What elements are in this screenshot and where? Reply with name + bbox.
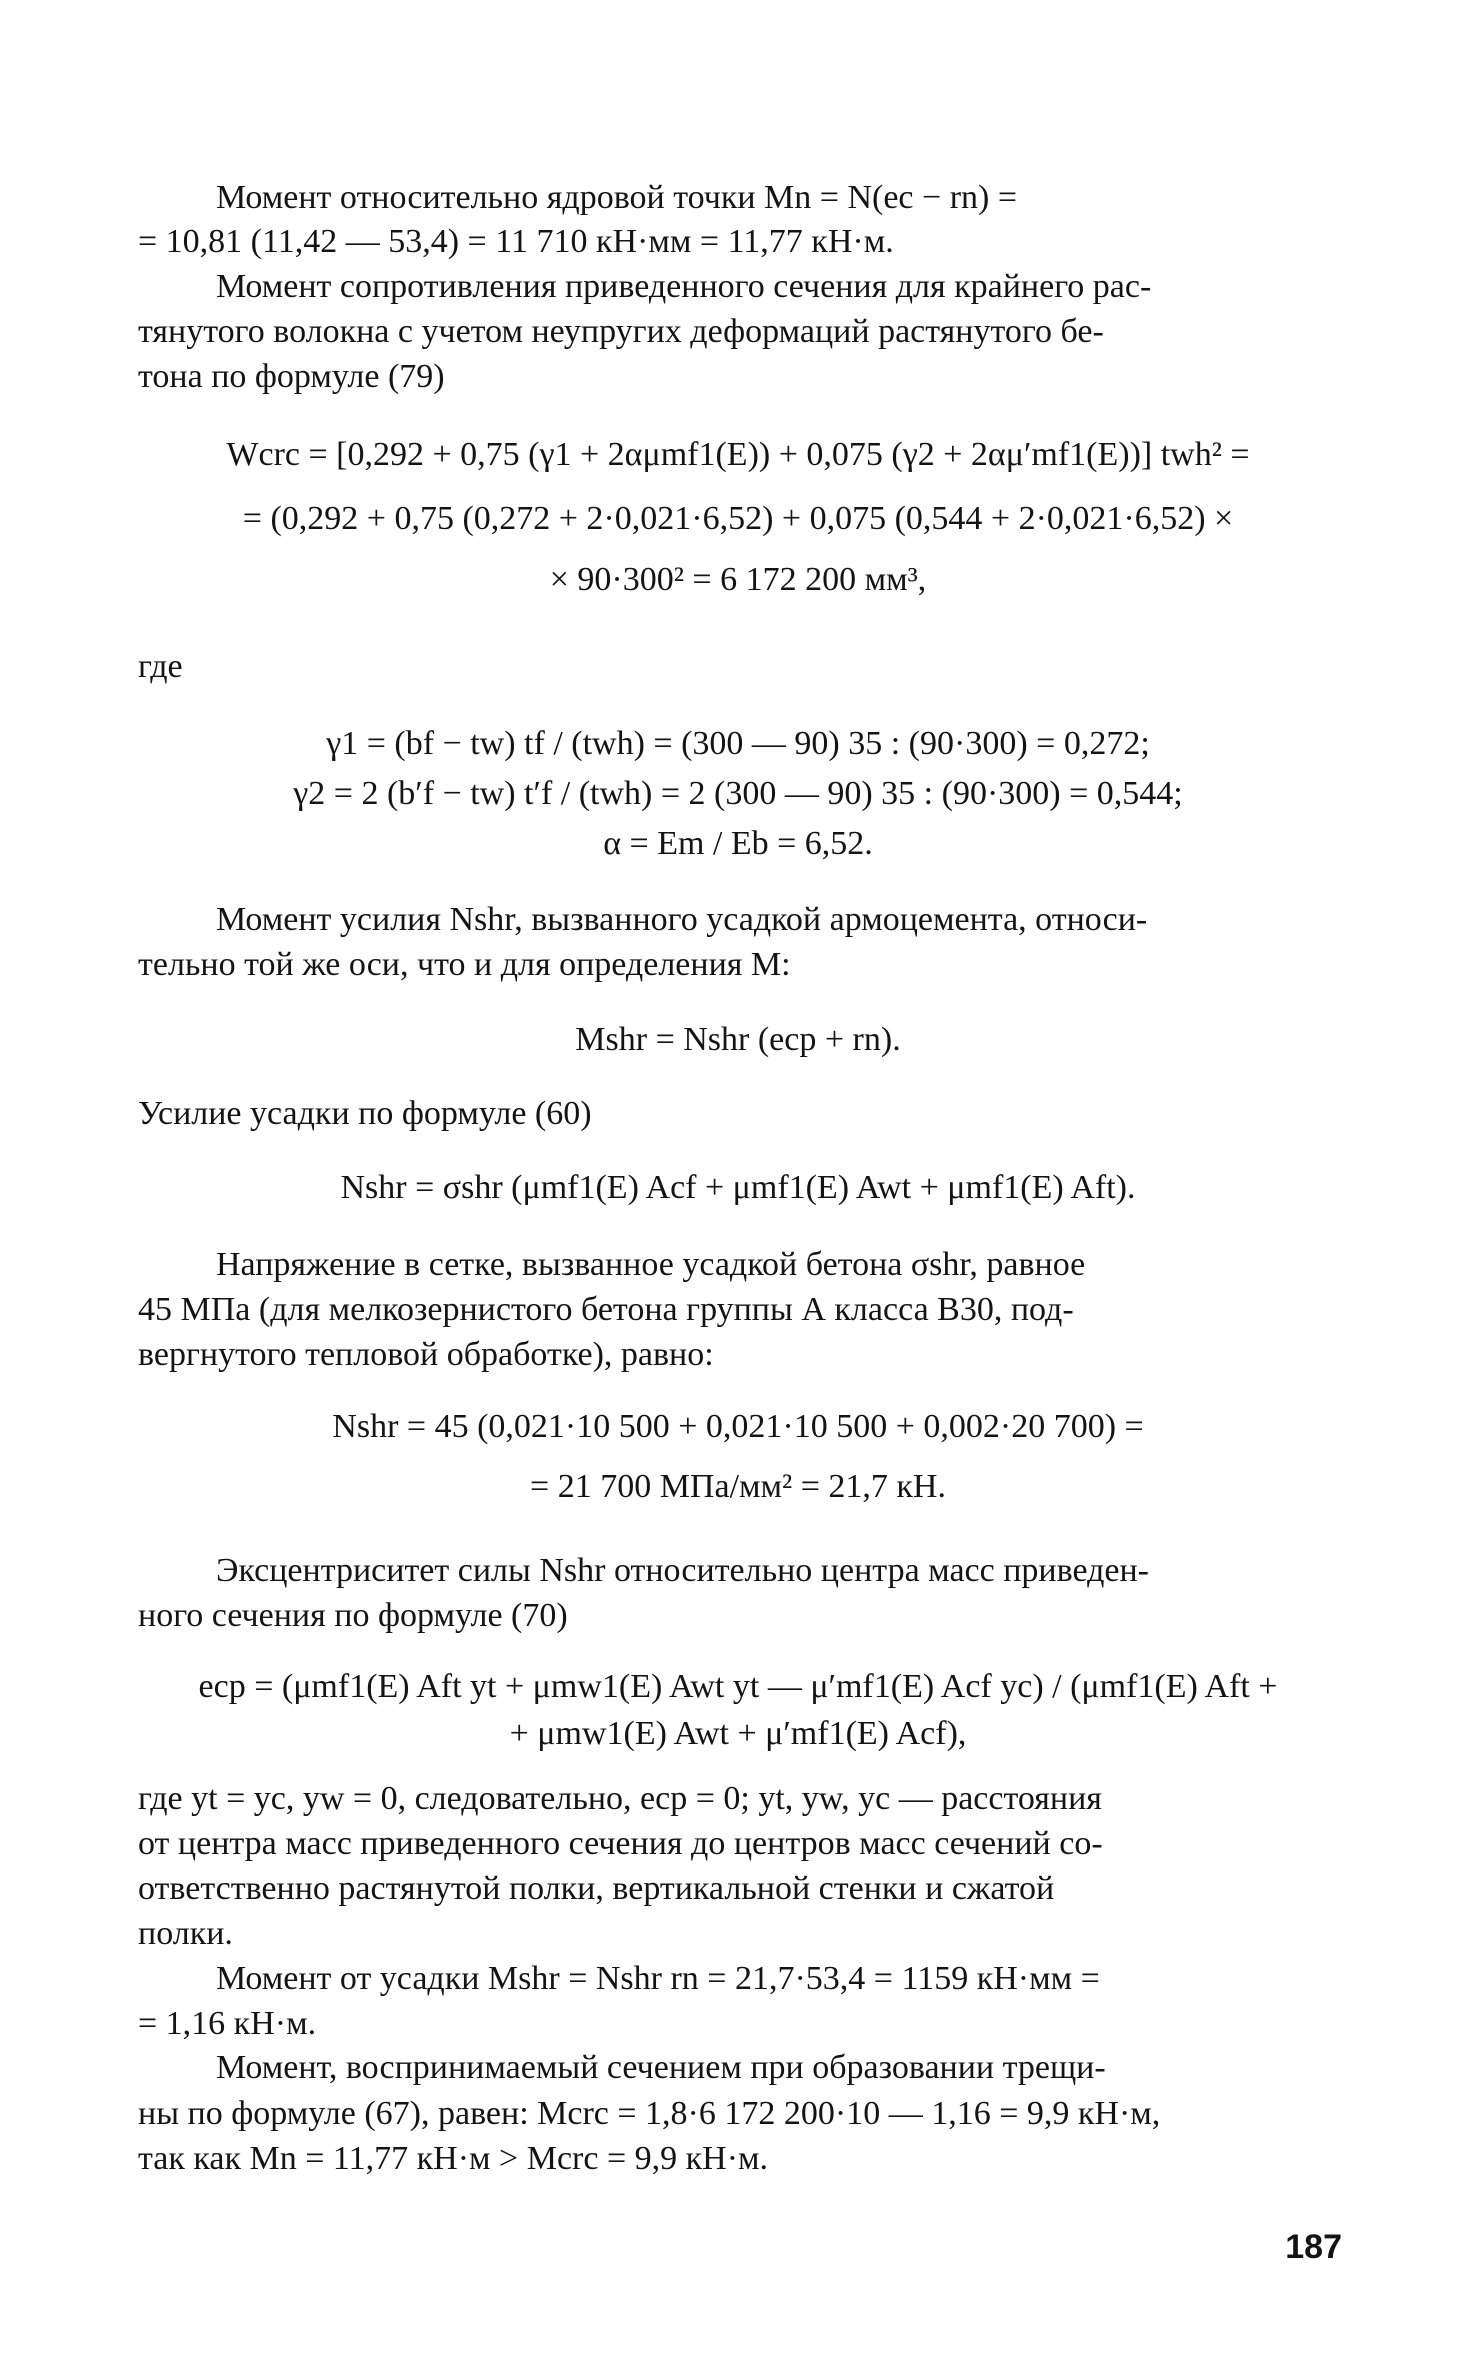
page-number: 187 <box>1285 2228 1342 2266</box>
text-line: Момент от усадки Mshr = Nshr rn = 21,7·53,4 = 1159 кН·мм = <box>216 1960 1100 1997</box>
formula-line: Nshr = 45 (0,021·10 500 + 0,021·10 500 + 0,002·20 700) = <box>332 1408 1144 1445</box>
text-line: = 10,81 (11,42 — 53,4) = 11 710 кН·мм = 11,77 кН·м. <box>138 223 894 260</box>
text-line: Напряжение в сетке, вызванное усадкой бетона σshr, равное <box>216 1246 1086 1283</box>
text-line: ны по формуле (67), равен: Mcrc = 1,8·6 172 200·10 — 1,16 = 9,9 кН·м, <box>138 2095 1161 2132</box>
text-line: полки. <box>138 1915 233 1952</box>
text-line: так как Mn = 11,77 кН·м > Mcrc = 9,9 кН·м. <box>138 2140 769 2177</box>
formula-line: = (0,292 + 0,75 (0,272 + 2·0,021·6,52) + 0,075 (0,544 + 2·0,021·6,52) × <box>242 500 1234 537</box>
formula-line: Wcrc = [0,292 + 0,75 (γ1 + 2αμmf1(E)) + 0,075 (γ2 + 2αμ′mf1(E))] twh² = <box>226 436 1250 473</box>
formula-line: α = Em / Eb = 6,52. <box>603 825 873 862</box>
text-line: 45 МПа (для мелкозернистого бетона группы А класса В30, под- <box>138 1291 1074 1328</box>
formula-line: γ1 = (bf − tw) tf / (twh) = (300 — 90) 35 : (90·300) = 0,272; <box>326 725 1150 762</box>
text-line: тянутого волокна с учетом неупругих деформаций растянутого бе- <box>138 313 1104 350</box>
text-line: ного сечения по формуле (70) <box>138 1597 568 1634</box>
formula-line: Nshr = σshr (μmf1(E) Acf + μmf1(E) Awt + μmf1(E) Aft). <box>340 1169 1136 1206</box>
text-line: тона по формуле (79) <box>138 358 445 395</box>
formula-line: Mshr = Nshr (ecp + rn). <box>575 1021 901 1058</box>
text-line: Момент, воспринимаемый сечением при образовании трещи- <box>216 2049 1106 2086</box>
text-line: тельно той же оси, что и для определения M: <box>138 946 791 983</box>
formula-line: γ2 = 2 (b′f − tw) t′f / (twh) = 2 (300 — 90) 35 : (90·300) = 0,544; <box>293 775 1183 812</box>
text-line: где <box>138 648 183 685</box>
formula-line: ecp = (μmf1(E) Aft yt + μmw1(E) Awt yt — μ′mf1(E) Acf yc) / (μmf1(E) Aft + <box>198 1668 1278 1705</box>
text-line: Эксцентриситет силы Nshr относительно центра масс приведен- <box>216 1552 1150 1589</box>
text-line: Момент усилия Nshr, вызванного усадкой армоцемента, относи- <box>216 901 1148 938</box>
text-line: от центра масс приведенного сечения до центров масс сечений со- <box>138 1825 1103 1862</box>
formula-line: × 90·300² = 6 172 200 мм³, <box>549 561 927 598</box>
formula-line: + μmw1(E) Awt + μ′mf1(E) Acf), <box>509 1715 967 1752</box>
text-line: Усилие усадки по формуле (60) <box>138 1095 592 1132</box>
text-line: Момент сопротивления приведенного сечения для крайнего рас- <box>216 268 1152 305</box>
text-line: вергнутого тепловой обработке), равно: <box>138 1336 714 1373</box>
text-line: Момент относительно ядровой точки Mn = N(ec − rn) = <box>216 179 1018 216</box>
formula-line: = 21 700 МПа/мм² = 21,7 кН. <box>530 1468 946 1505</box>
text-line: где yt = yc, yw = 0, следовательно, ecp = 0; yt, yw, yc — расстояния <box>138 1780 1102 1817</box>
text-line: = 1,16 кН·м. <box>138 2005 317 2042</box>
text-line: ответственно растянутой полки, вертикальной стенки и сжатой <box>138 1870 1055 1907</box>
